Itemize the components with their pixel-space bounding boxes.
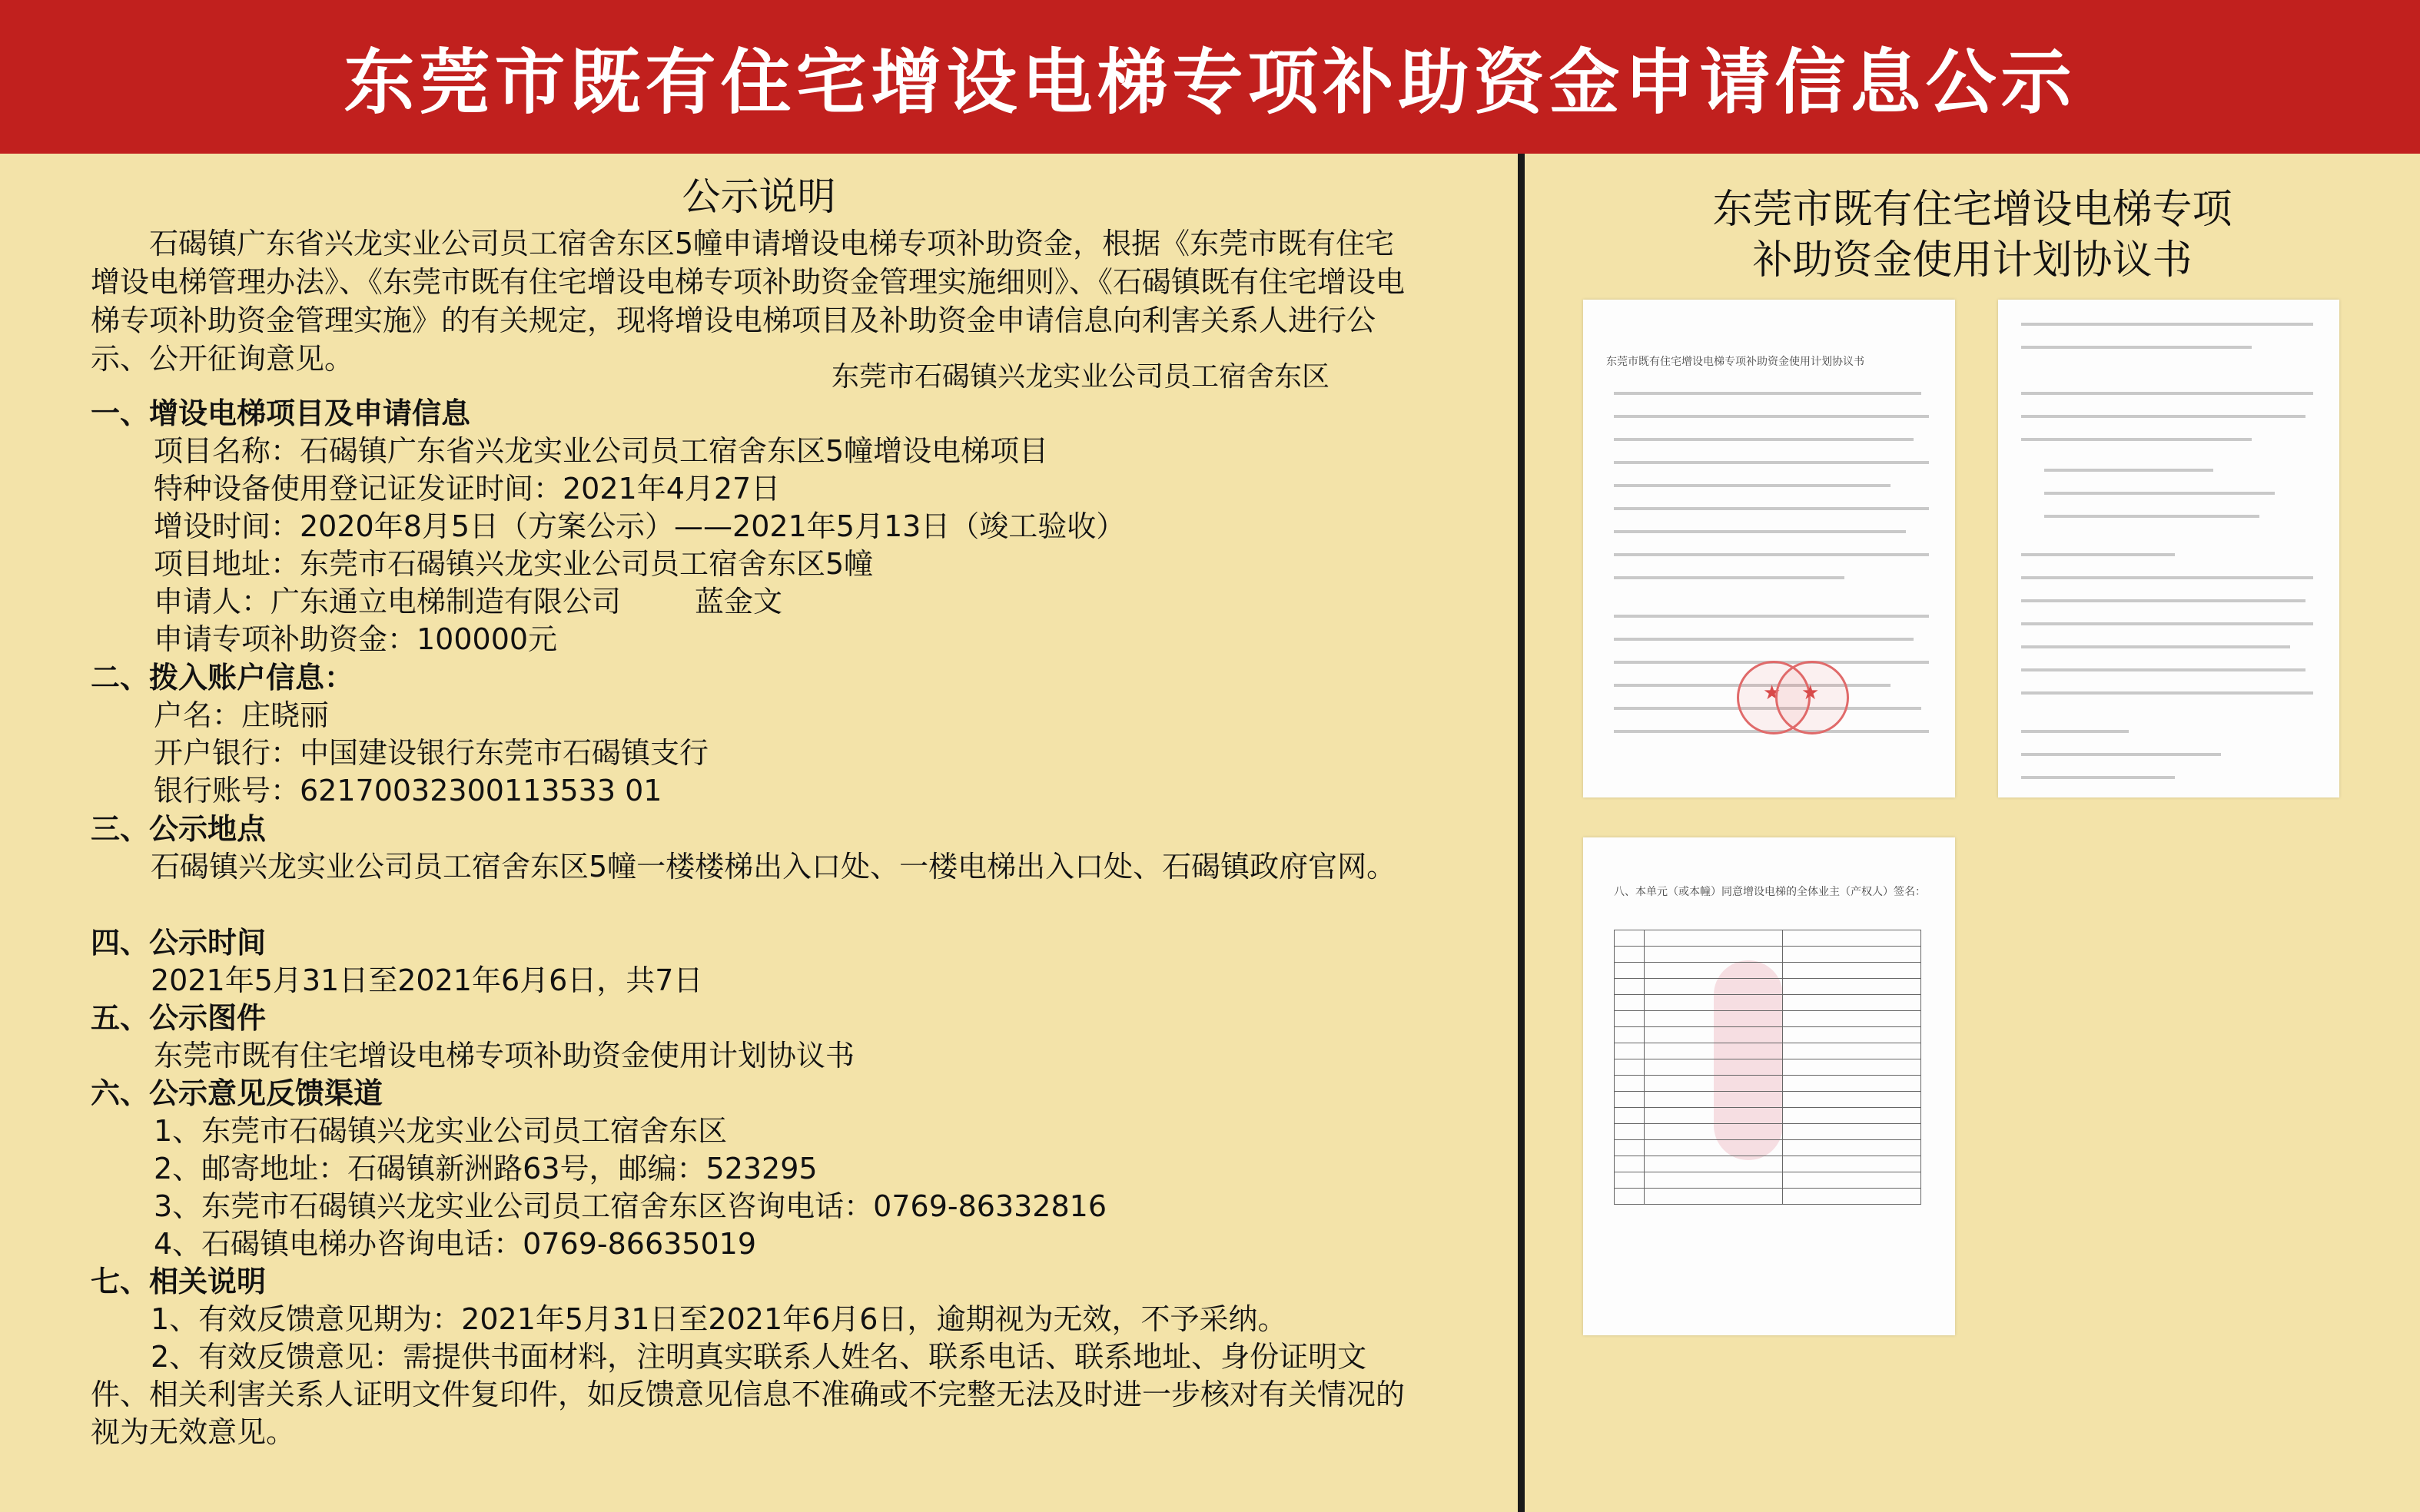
feedback-item: 2、邮寄地址：石碣镇新洲路63号，邮编：523295	[154, 1152, 818, 1185]
owner-signature-page	[1583, 837, 1955, 1335]
applicant-person: 蓝金文	[695, 585, 783, 618]
agreement-page-caption: 东莞市既有住宅增设电梯专项补助资金使用计划协议书	[1606, 356, 1864, 368]
location-text: 石碣镇兴龙实业公司员工宿舍东区5幢一楼楼梯出入口处、一楼电梯出入口处、石碣镇政府官网。	[151, 850, 1396, 884]
red-seal-icon: ★	[1775, 661, 1849, 734]
header-banner	[0, 0, 2420, 154]
section-heading: 六、公示意见反馈渠道	[91, 1076, 383, 1110]
account-holder: 户名：庄晓丽	[154, 698, 330, 732]
section-project-info	[91, 395, 1125, 658]
notice-title: 公示说明	[682, 174, 836, 219]
section-feedback	[91, 1075, 1107, 1263]
red-seal-icon: ★	[1737, 661, 1811, 734]
section-figures	[91, 1000, 855, 1075]
section-heading: 七、相关说明	[91, 1265, 267, 1298]
project-name: 项目名称：石碣镇广东省兴龙实业公司员工宿舍东区5幢增设电梯项目	[154, 434, 1049, 468]
section-notes	[91, 1263, 1420, 1451]
agreement-page-2	[1998, 300, 2339, 797]
feedback-item: 1、东莞市石碣镇兴龙实业公司员工宿舍东区	[154, 1114, 728, 1148]
feedback-item: 4、石碣镇电梯办咨询电话：0769-86635019	[154, 1227, 757, 1261]
signature-page-caption: 八、本单元（或本幢）同意增设电梯的全体业主（产权人）签名：	[1614, 886, 1926, 898]
account-bank: 开户银行：中国建设银行东莞市石碣镇支行	[154, 736, 709, 770]
section-heading: 三、公示地点	[91, 812, 267, 846]
section-heading: 一、增设电梯项目及申请信息	[91, 396, 471, 430]
cert-time: 特种设备使用登记证发证时间：2021年4月27日	[154, 472, 781, 506]
owner-signature-table	[1614, 930, 1921, 1205]
notice-intro: 石碣镇广东省兴龙实业公司员工宿舍东区5幢申请增设电梯专项补助资金，根据《东莞市既有住宅增设电梯管理办法》、《东莞市既有住宅增设电梯专项补助资金管理实施细则》、《石碣镇既有住宅增设电梯专项补助资金管理实施》的有关规定，现将增设电梯项目及补助资金申请信息向利害关系人进行公示、公开征询意见。	[91, 227, 1406, 376]
notice-panel	[0, 154, 1518, 1512]
section-account	[91, 659, 709, 810]
agreement-panel	[1525, 154, 2420, 1512]
section-time	[91, 924, 702, 1000]
agreement-page-1	[1583, 300, 1955, 797]
figures-text: 东莞市既有住宅增设电梯专项补助资金使用计划协议书	[154, 1039, 855, 1073]
section-heading: 二、拨入账户信息：	[91, 661, 354, 695]
notice-signature: 东莞市石碣镇兴龙实业公司员工宿舍东区	[832, 361, 1330, 393]
section-heading: 四、公示时间	[91, 926, 267, 960]
section-heading: 五、公示图件	[91, 1001, 267, 1035]
notes-item: 2、有效反馈意见：需提供书面材料，注明真实联系人姓名、联系电话、联系地址、身份证明文件、相关利害关系人证明文件复印件，如反馈意见信息不准确或不完整无法及时进一步核对有关情况的视为无效意见。	[91, 1340, 1406, 1449]
banner-title: 东莞市既有住宅增设电梯专项补助资金申请信息公示	[344, 41, 2076, 124]
applicant: 申请人：广东通立电梯制造有限公司	[154, 585, 622, 618]
build-time: 增设时间：2020年8月5日（方案公示）——2021年5月13日（竣工验收）	[154, 509, 1126, 543]
notes-item: 1、有效反馈意见期为：2021年5月31日至2021年6月6日，逾期视为无效，不予采纳。	[151, 1302, 1287, 1336]
agreement-title	[1525, 184, 2420, 286]
agreement-title-line1: 东莞市既有住宅增设电梯专项	[1712, 187, 2232, 233]
section-location	[91, 811, 1420, 886]
subsidy-amount: 申请专项补助资金：100000元	[154, 622, 558, 656]
project-address: 项目地址：东莞市石碣镇兴龙实业公司员工宿舍东区5幢	[154, 547, 874, 581]
time-text: 2021年5月31日至2021年6月6日，共7日	[151, 963, 703, 997]
account-number: 银行账号：62170032300113533 01	[154, 774, 662, 807]
panel-divider	[1518, 154, 1525, 1512]
agreement-title-line2: 补助资金使用计划协议书	[1752, 237, 2193, 284]
applicant-row	[91, 583, 1125, 621]
feedback-item: 3、东莞市石碣镇兴龙实业公司员工宿舍东区咨询电话：0769-86332816	[154, 1189, 1107, 1223]
